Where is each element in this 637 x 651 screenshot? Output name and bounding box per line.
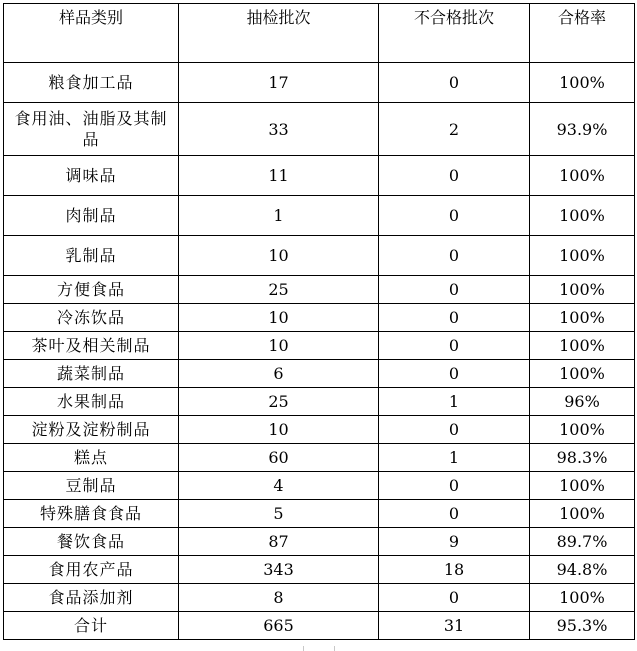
sampled-cell: 25 (179, 276, 379, 304)
category-cell: 肉制品 (4, 196, 179, 236)
failed-cell: 18 (379, 556, 530, 584)
pass-rate-cell: 100% (530, 156, 635, 196)
category-cell: 粮食加工品 (4, 63, 179, 103)
pass-rate-cell: 100% (530, 63, 635, 103)
failed-cell: 0 (379, 304, 530, 332)
failed-cell: 0 (379, 276, 530, 304)
category-cell: 调味品 (4, 156, 179, 196)
table-row (4, 103, 635, 156)
sampled-cell: 6 (179, 360, 379, 388)
total-sampled-cell: 665 (179, 612, 379, 640)
sampled-cell: 33 (179, 103, 379, 156)
total-pass-rate-cell: 95.3% (530, 612, 635, 640)
sampled-cell: 343 (179, 556, 379, 584)
category-cell: 豆制品 (4, 472, 179, 500)
sampled-cell: 25 (179, 388, 379, 416)
sampled-cell: 10 (179, 332, 379, 360)
total-label: 合计 (4, 612, 179, 640)
failed-cell: 1 (379, 444, 530, 472)
table-row (4, 236, 635, 276)
sampled-cell: 87 (179, 528, 379, 556)
category-cell: 冷冻饮品 (4, 304, 179, 332)
failed-cell: 9 (379, 528, 530, 556)
pass-rate-cell: 96% (530, 388, 635, 416)
sampled-cell: 60 (179, 444, 379, 472)
category-cell: 食用农产品 (4, 556, 179, 584)
header-sampled-batches: 抽检批次 (179, 4, 379, 63)
failed-cell: 2 (379, 103, 530, 156)
category-cell: 食用油、油脂及其制品 (4, 103, 179, 156)
pass-rate-cell: 89.7% (530, 528, 635, 556)
pass-rate-cell: 100% (530, 360, 635, 388)
category-cell: 水果制品 (4, 388, 179, 416)
sampled-cell: 5 (179, 500, 379, 528)
pass-rate-cell: 94.8% (530, 556, 635, 584)
failed-cell: 0 (379, 360, 530, 388)
sampled-cell: 11 (179, 156, 379, 196)
category-cell: 餐饮食品 (4, 528, 179, 556)
table-row (4, 196, 635, 236)
failed-cell: 0 (379, 332, 530, 360)
table-row (4, 444, 635, 472)
pass-rate-cell: 100% (530, 500, 635, 528)
table-edge-artifact (303, 646, 335, 651)
failed-cell: 0 (379, 196, 530, 236)
pass-rate-cell: 100% (530, 332, 635, 360)
table-row (4, 500, 635, 528)
failed-cell: 1 (379, 388, 530, 416)
table-row (4, 528, 635, 556)
inspection-results-table (3, 3, 635, 640)
table-row (4, 156, 635, 196)
sampled-cell: 10 (179, 236, 379, 276)
failed-cell: 0 (379, 63, 530, 103)
sampled-cell: 10 (179, 416, 379, 444)
pass-rate-cell: 100% (530, 472, 635, 500)
pass-rate-cell: 100% (530, 276, 635, 304)
failed-cell: 0 (379, 584, 530, 612)
pass-rate-cell: 100% (530, 584, 635, 612)
header-failed-batches: 不合格批次 (379, 4, 530, 63)
table-header-row (4, 4, 635, 63)
category-cell: 特殊膳食食品 (4, 500, 179, 528)
category-cell: 淀粉及淀粉制品 (4, 416, 179, 444)
sampled-cell: 4 (179, 472, 379, 500)
table-row (4, 556, 635, 584)
header-pass-rate: 合格率 (530, 4, 635, 63)
table-row (4, 63, 635, 103)
category-cell: 蔬菜制品 (4, 360, 179, 388)
sampled-cell: 1 (179, 196, 379, 236)
failed-cell: 0 (379, 156, 530, 196)
category-cell: 茶叶及相关制品 (4, 332, 179, 360)
failed-cell: 0 (379, 500, 530, 528)
pass-rate-cell: 100% (530, 416, 635, 444)
sampled-cell: 8 (179, 584, 379, 612)
table-row (4, 388, 635, 416)
category-cell: 食品添加剂 (4, 584, 179, 612)
sampled-cell: 17 (179, 63, 379, 103)
sampled-cell: 10 (179, 304, 379, 332)
category-cell: 方便食品 (4, 276, 179, 304)
table-row (4, 360, 635, 388)
pass-rate-cell: 100% (530, 304, 635, 332)
failed-cell: 0 (379, 472, 530, 500)
table-row (4, 304, 635, 332)
failed-cell: 0 (379, 236, 530, 276)
pass-rate-cell: 100% (530, 236, 635, 276)
pass-rate-cell: 100% (530, 196, 635, 236)
category-cell: 糕点 (4, 444, 179, 472)
total-row (4, 612, 635, 640)
table-row (4, 472, 635, 500)
table-row (4, 332, 635, 360)
pass-rate-cell: 98.3% (530, 444, 635, 472)
header-category: 样品类别 (4, 4, 179, 63)
failed-cell: 0 (379, 416, 530, 444)
total-failed-cell: 31 (379, 612, 530, 640)
pass-rate-cell: 93.9% (530, 103, 635, 156)
table-row (4, 416, 635, 444)
category-cell: 乳制品 (4, 236, 179, 276)
table-row (4, 584, 635, 612)
table-row (4, 276, 635, 304)
